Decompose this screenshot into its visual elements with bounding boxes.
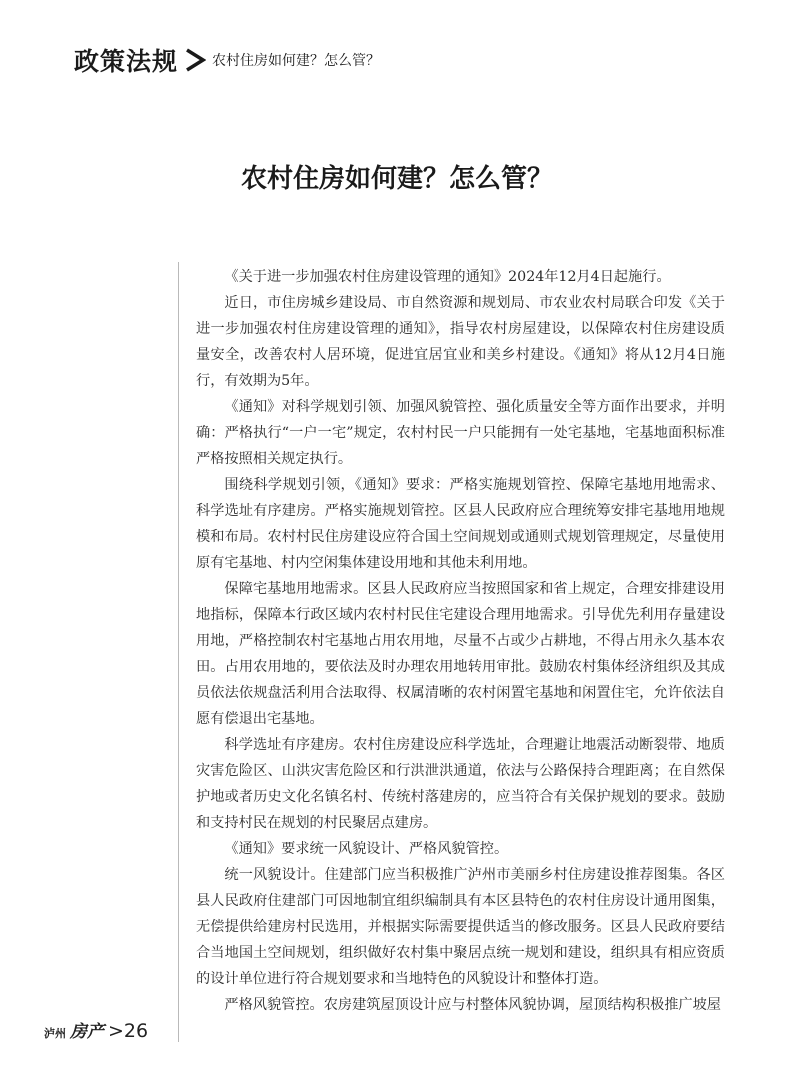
section-title: 政策法规: [74, 47, 179, 76]
paragraph: 统一风貌设计。住建部门应当积极推广泸州市美丽乡村住房建设推荐图集。各区县人民政府住建部门可因地制宜组织编制具有本区县特色的农村住房设计通用图集，无偿提供给建房村民选用，并根据实际需要提供适当的修改服务。区县人民政府要结合当地国土空间规划，组织做好农村集中聚居点统一规划和建设，组织具有相应资质的设计单位进行符合规划要求和当地特色的风貌设计和整体打造。: [196, 867, 725, 987]
paragraph: 围绕科学规划引领，《通知》要求：严格实施规划管控、保障宅基地用地需求、科学选址有序建房。严格实施规划管控。区县人民政府应合理统筹安排宅基地用地规模和布局。农村村民住房建设应符合国土空间规划或通则式规划管理规定，尽量使用原有宅基地、村内空闲集体建设用地和其他未利用地。: [196, 477, 725, 571]
article-title: 农村住房如何建？怎么管？: [240, 164, 553, 194]
margin-rule: [178, 262, 179, 1042]
paragraph: 《关于进一步加强农村住房建设管理的通知》2024年12月4日起施行。: [224, 269, 671, 285]
page-header: [74, 40, 380, 80]
page-number: >26: [108, 1020, 149, 1042]
paragraph: 科学选址有序建房。农村住房建设应科学选址，合理避让地震活动断裂带、地质灾害危险区、山洪灾害危险区和行洪泄洪通道，依法与公路保持合理距离；在自然保护地或者历史文化名镇名村、传统村落建房的，应当符合有关保护规划的要求。鼓励和支持村民在规划的村民聚居点建房。: [196, 737, 725, 831]
paragraph: 保障宅基地用地需求。区县人民政府应当按照国家和省上规定，合理安排建设用地指标，保障本行政区域内农村村民住宅建设合理用地需求。引导优先利用存量建设用地，严格控制农村宅基地占用农用地，尽量不占或少占耕地，不得占用永久基本农田。占用农用地的，要依法及时办理农用地转用审批。鼓励农村集体经济组织及其成员依法依规盘活利用合法取得、权属清晰的农村闲置宅基地和闲置住宅，允许依法自愿有偿退出宅基地。: [196, 581, 725, 727]
paragraph: 《通知》对科学规划引领、加强风貌管控、强化质量安全等方面作出要求，并明确：严格执行“一户一宅”规定，农村村民一户只能拥有一处宅基地，宅基地面积标准严格按照相关规定执行。: [196, 399, 725, 467]
page-footer: [44, 1017, 148, 1042]
header-subtitle: 农村住房如何建？怎么管？: [212, 53, 381, 69]
article-body: [196, 264, 725, 1018]
paragraph: 严格风貌管控。农房建筑屋顶设计应与村整体风貌协调，屋顶结构积极推广坡屋: [224, 997, 721, 1013]
paragraph: 近日，市住房城乡建设局、市自然资源和规划局、市农业农村局联合印发《关于进一步加强农村住房建设管理的通知》，指导农村房屋建设，以保障农村住房建设质量安全，改善农村人居环境，促进宜居宜业和美乡村建设。《通知》将从12月4日施行，有效期为5年。: [196, 295, 725, 389]
chevron-right-icon: [184, 47, 206, 73]
footer-magazine-logo: 房产: [70, 1022, 104, 1042]
footer-city: 泸州: [44, 1027, 66, 1040]
paragraph: 《通知》要求统一风貌设计、严格风貌管控。: [224, 841, 509, 857]
